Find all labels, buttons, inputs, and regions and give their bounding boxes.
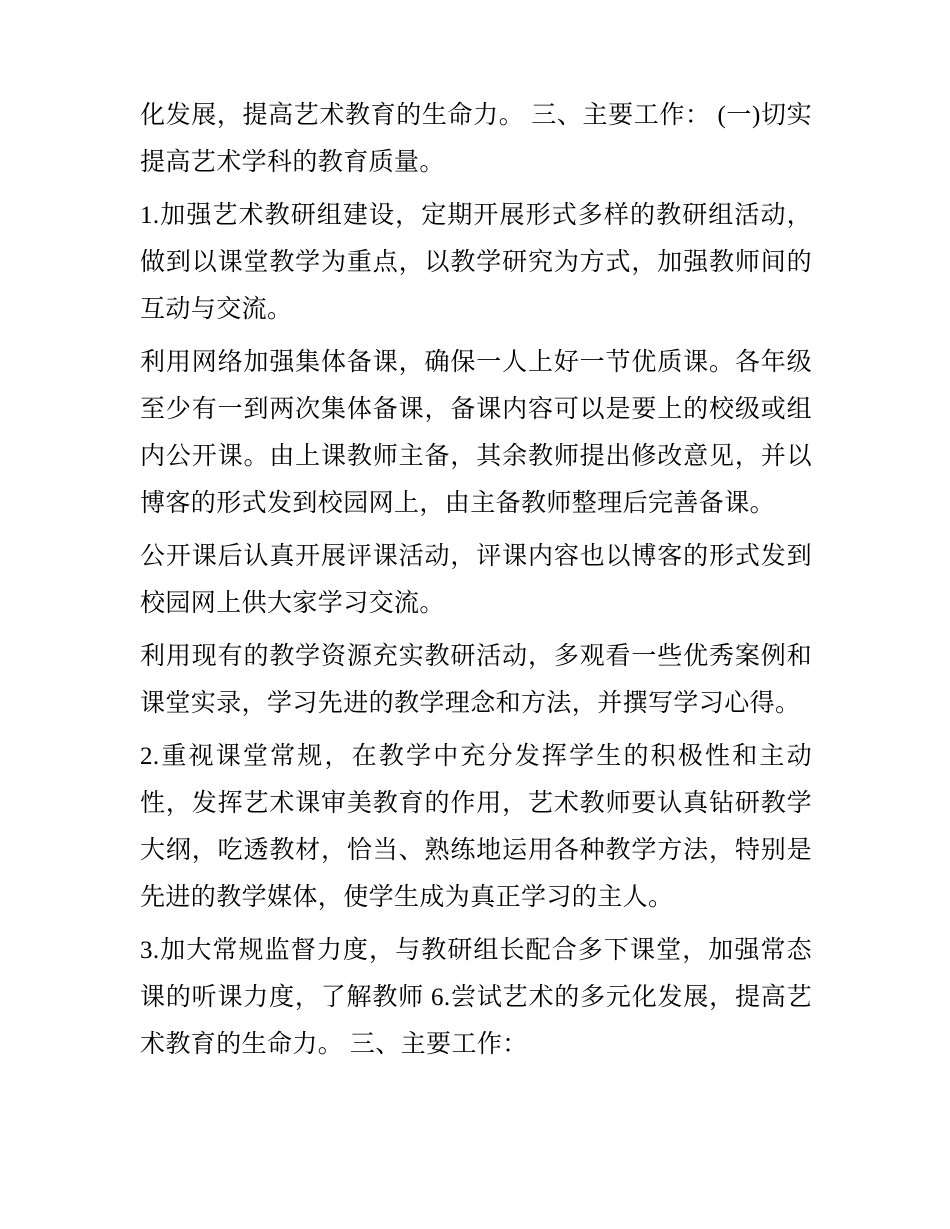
document-body — [140, 92, 812, 1068]
paragraph: 利用网络加强集体备课，确保一人上好一节优质课。各年级至少有一到两次集体备课，备课内容可以是要上的校级或组内公开课。由上课教师主备，其余教师提出修改意见，并以博客的形式发到校园网上，由主备教师整理后完善备课。 — [140, 349, 812, 517]
paragraph: 2.重视课堂常规，在教学中充分发挥学生的积极性和主动性，发挥艺术课审美教育的作用，艺术教师要认真钻研教学大纲，吃透教材，恰当、熟练地运用各种教学方法，特别是先进的教学媒体，使学生成为真正学习的主人。 — [140, 743, 812, 911]
paragraph: 3.加大常规监督力度，与教研组长配合多下课堂，加强常态课的听课力度，了解教师 6.尝试艺术的多元化发展，提高艺术教育的生命力。 三、主要工作： — [140, 937, 812, 1058]
paragraph: 公开课后认真开展评课活动，评课内容也以博客的形式发到校园网上供大家学习交流。 — [140, 543, 812, 617]
paragraph: 利用现有的教学资源充实教研活动，多观看一些优秀案例和课堂实录，学习先进的教学理念和方法，并撰写学习心得。 — [140, 643, 812, 717]
paragraph: 1.加强艺术教研组建设，定期开展形式多样的教研组活动，做到以课堂教学为重点，以教学研究为方式，加强教师间的互动与交流。 — [140, 202, 812, 323]
paragraph: 化发展，提高艺术教育的生命力。 三、主要工作： (一)切实提高艺术学科的教育质量。 — [140, 102, 812, 176]
